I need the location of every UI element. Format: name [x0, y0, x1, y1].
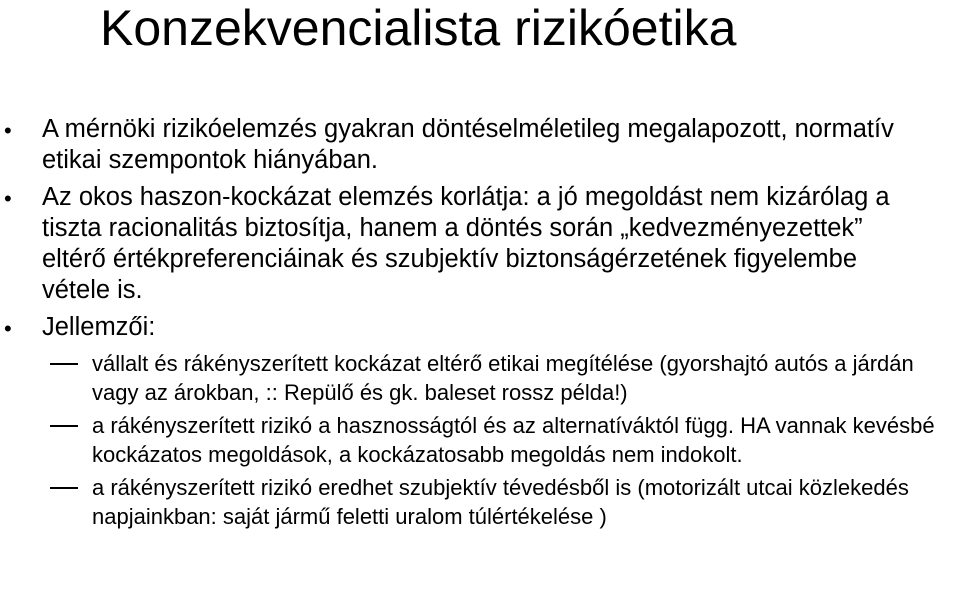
bullet-dot-icon: • — [4, 316, 12, 341]
sub-item — [0, 473, 952, 531]
slide-content — [0, 114, 959, 535]
sub-item-text: vállalt és rákényszerített kockázat eltérő etikai megítélése (gyorshajtó autós a járdán vagy az árokban, :: Repülő és gk. baleset rossz példa!) — [92, 351, 914, 405]
sub-item — [0, 411, 952, 469]
sub-item-text: a rákényszerített rizikó a hasznosságtól és az alternatíváktól függ. HA vannak kevésbé kockázatos megoldások, a kockázatosabb megoldás nem indokolt. — [92, 413, 935, 467]
bullet-text: A mérnöki rizikóelemzés gyakran döntéselméletileg megalapozott, normatív etikai szempontok hiányában. — [42, 115, 894, 174]
bullet-item — [0, 114, 922, 176]
sub-item-text: a rákényszerített rizikó eredhet szubjektív tévedésből is (motorizált utcai közlekedés napjainkban: saját jármű feletti uralom túlértékelése ) — [92, 475, 909, 529]
bullet-text: Az okos haszon-kockázat elemzés korlátja: a jó megoldást nem kizárólag a tiszta racionalitás biztosítja, hanem a döntés során „kedvezményezettek” eltérő értékpreferenciáinak és szubjektív biztonságérzetének figyelembe vétele is. — [42, 183, 890, 304]
sub-list — [0, 349, 959, 531]
slide-title: Konzekvencialista rizikóetika — [100, 0, 737, 56]
bullet-text: Jellemzői: — [42, 313, 156, 341]
dash-icon — [50, 363, 78, 365]
bullet-dot-icon: • — [4, 118, 12, 143]
bullet-item — [0, 182, 922, 306]
bullet-dot-icon: • — [4, 186, 12, 211]
bullet-item — [0, 312, 922, 343]
dash-icon — [50, 487, 78, 489]
dash-icon — [50, 425, 78, 427]
sub-item — [0, 349, 952, 407]
